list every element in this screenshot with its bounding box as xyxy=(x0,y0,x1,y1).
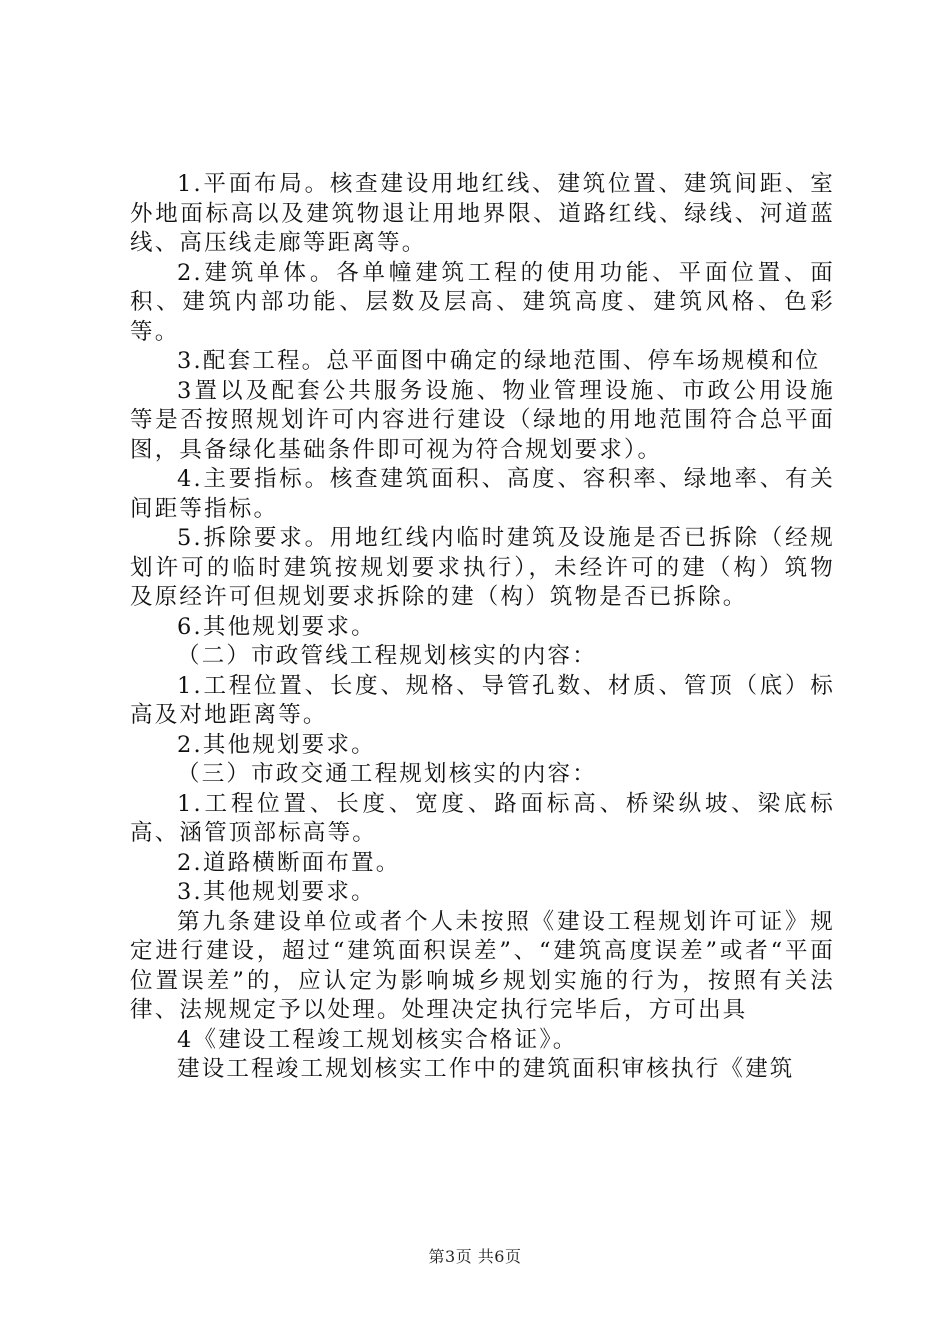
paragraph-building-unit: 2.建筑单体。各单幢建筑工程的使用功能、平面位置、面积、建筑内部功能、层数及层高、建筑高度、建筑风格、色彩等。 xyxy=(130,259,835,345)
section-heading-pipeline: （二）市政管线工程规划核实的内容： xyxy=(177,643,597,669)
paragraph-other-requirements-2: 2.其他规划要求。 xyxy=(177,731,376,758)
paragraph-demolition: 5.拆除要求。用地红线内临时建筑及设施是否已拆除（经规划许可的临时建筑按规划要求执行），未经许可的建（构）筑物及原经许可但规划要求拆除的建（构）筑物是否已拆除。 xyxy=(130,525,835,610)
paragraph-layout: 1.平面布局。核查建设用地红线、建筑位置、建筑间距、室外地面标高以及建筑物退让用地界限、道路红线、绿线、河道蓝线、高压线走廊等距离等。 xyxy=(130,171,835,256)
page-number-footer: 第3页 共6页 xyxy=(428,1247,522,1266)
paragraph-other-requirements-1: 6.其他规划要求。 xyxy=(177,613,376,640)
section-heading-traffic: （三）市政交通工程规划核实的内容： xyxy=(177,761,597,787)
paragraph-area-review: 建设工程竣工规划核实工作中的建筑面积审核执行《建筑 xyxy=(177,1056,795,1082)
paragraph-article-nine: 第九条建设单位或者个人未按照《建设工程规划许可证》规定进行建设，超过“建筑面积误差”、“建筑高度误差”或者“平面位置误差”的，应认定为影响城乡规划实施的行为，按照有关法律、法规规定予以处理。处理决定执行完毕后，方可出具 xyxy=(130,908,835,1023)
paragraph-pipeline-position: 1.工程位置、长度、规格、导管孔数、材质、管顶（底）标高及对地距离等。 xyxy=(130,672,835,728)
paragraph-other-requirements-3: 3.其他规划要求。 xyxy=(177,879,376,905)
paragraph-road-cross-section: 2.道路横断面布置。 xyxy=(177,849,401,876)
document-body xyxy=(130,170,835,1085)
paragraph-supporting-works: 3.配套工程。总平面图中确定的绿地范围、停车场规模和位 xyxy=(177,348,821,374)
paragraph-supporting-works-continued: 3置以及配套公共服务设施、物业管理设施、市政公用设施等是否按照规划许可内容进行建设（绿地的用地范围符合总平面图，具备绿化基础条件即可视为符合规划要求）。 xyxy=(130,377,835,463)
paragraph-main-indicators: 4.主要指标。核查建筑面积、高度、容积率、绿地率、有关间距等指标。 xyxy=(130,466,835,522)
paragraph-certificate: 4《建设工程竣工规划核实合格证》。 xyxy=(177,1026,578,1053)
paragraph-traffic-position: 1.工程位置、长度、宽度、路面标高、桥梁纵坡、梁底标高、涵管顶部标高等。 xyxy=(130,790,835,846)
